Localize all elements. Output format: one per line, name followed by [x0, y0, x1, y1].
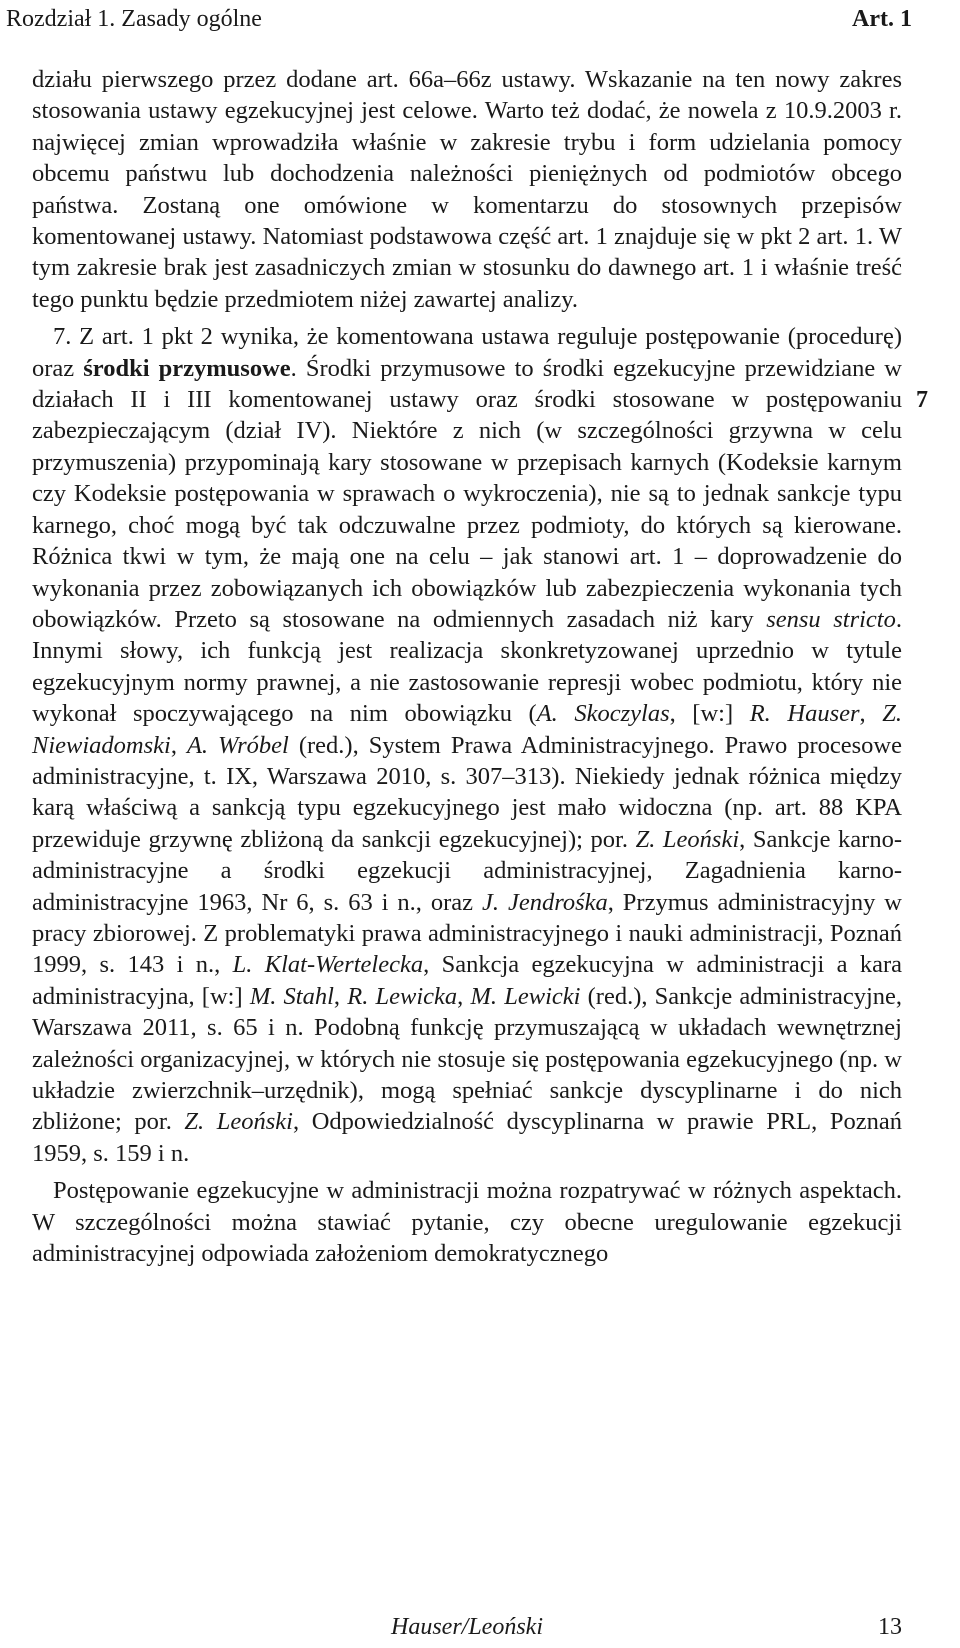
author-name: R. Lewicka [347, 982, 458, 1010]
text-run: , [333, 982, 348, 1010]
text-run: (red.), System Prawa Administracyjnego. Prawo procesowe administracyjne, t. IX, Warszawa 2010, s. 307–313). Niekiedy jednak różnica między karą właściwą a sankcją typu egzekucyjnego jest mało widoczna (np. art. 88 KPA przewiduje grzywnę zbliżoną da sankcji egzekucyjnej); por. [32, 731, 902, 853]
text-run: , [859, 700, 883, 728]
author-name: Z. Leoński [184, 1108, 293, 1136]
body-text [32, 64, 902, 1269]
text-run: (red.), Sankcje administracyjne, Warszawa 2011, s. 65 i n. Podobną funkcję przymuszającą w układach wewnętrznej zależności organizacyjnej, w których nie stosuje się postępowania egzekucyjnego (np. w układzie zwierzchnik–urzędnik), mogą spełniać sankcje dyscyplinarne i do nich zbliżone; por. [32, 982, 903, 1136]
text-run: . Środki przymusowe to środki egzekucyjne przewidziane w działach II i III komentowanej ustawy oraz środki stosowane w postępowaniu zabezpieczającym (dział IV). Niektóre z nich (w szczególności grzywna w celu przymuszenia) przypominają kary stosowane w przepisach karnych (Kodeksie karnym czy Kodeksie postępowania w sprawach o wykroczenia), nie są to jednak sankcje typu karnego, choć mogą być tak odczuwalne przez podmioty, do których są kierowane. Różnica tkwi w tym, że mają one na celu – jak stanowi art. 1 – doprowadzenie do wykonania przez zobowiązanych ich obowiązków lub zabezpieczenia wykonania tych obowiązków. Przeto są stosowane na odmiennych zasadach niż kary [32, 354, 902, 633]
paragraph-next: Postępowanie egzekucyjne w administracji można rozpatrywać w różnych aspektach. W szczególności można stawiać pytanie, czy obecne uregulowanie egzekucji administracyjnej odpowiada założeniom demokratycznego [32, 1177, 902, 1268]
author-name: Z. Leoński [635, 825, 740, 853]
author-name: L. Klat-Wertelecka [232, 951, 424, 979]
author-name: J. Jendrośka [482, 888, 608, 916]
text-run: , [457, 982, 471, 1010]
author-name: A. Skoczylas [536, 700, 670, 728]
author-name: A. Wróbel [186, 731, 289, 759]
paragraph-7 [32, 321, 902, 1169]
text-run: , Przymus administracyjny w pracy zbiorowej. Z problematyki prawa administracyjnego i nauki administracji, Poznań 1999, s. 143 i n., [32, 888, 902, 979]
text-run: 7. Z art. 1 pkt 2 wynika, że komentowana ustawa reguluje postępowanie (procedurę) oraz [32, 323, 902, 382]
author-name: M. Stahl [249, 982, 334, 1010]
text-run: , Odpowiedzialność dyscyplinarna w prawie PRL, Poznań 1959, s. 159 i n. [32, 1108, 902, 1167]
author-name: Z. Niewiadomski [32, 700, 902, 759]
page-number: 13 [878, 1614, 902, 1640]
bold-term: środki przymusowe [83, 354, 291, 382]
text-run: . Innymi słowy, ich funkcją jest realizacja skonkretyzowanej uprzednio w tytule egzekucyjnym normy prawnej, a nie zastosowanie represji wobec podmiotu, który nie wykonał spoczywającego na nim obowiązku ( [32, 605, 902, 728]
text-run: , Sankcja egzekucyjna w administracji a kara administracyjna, [w:] [32, 951, 903, 1010]
italic-term: sensu stricto [766, 605, 896, 633]
margin-number: 7 [916, 387, 928, 413]
paragraph-continuation: działu pierwszego przez dodane art. 66a–66z ustawy. Wskazanie na ten nowy zakres stosowania ustawy egzekucyjnej jest celowe. Warto też dodać, że nowela z 10.9.2003 r. najwięcej zmian wprowadziła właśnie w zakresie trybu i form udzielania pomocy obcemu państwu lub dochodzenia należności pieniężnych od podmiotów obcego państwa. Zostaną one omówione w komentarzu do stosownych przepisów komentowanej ustawy. Natomiast podstawowa część art. 1 znajduje się w pkt 2 art. 1. W tym zakresie brak jest zasadniczych zmian w stosunku do dawnego art. 1 i właśnie treść tego punktu będzie przedmiotem niżej zawartej analizy. [32, 66, 902, 313]
author-name: M. Lewicki [470, 982, 581, 1010]
text-run: , [170, 731, 187, 759]
footer-authors: Hauser/Leoński [391, 1614, 543, 1640]
page-footer [32, 1611, 902, 1643]
article-label: Art. 1 [852, 6, 912, 32]
text-run: , [w:] [669, 700, 750, 728]
chapter-title: Rozdział 1. Zasady ogólne [6, 6, 262, 32]
running-head [6, 2, 912, 36]
text-run: , Sankcje karno-administracyjne a środki egzekucji administracyjnej, Zagadnienia karno-administracyjne 1963, Nr 6, s. 63 i n., oraz [32, 825, 902, 916]
author-name: R. Hauser [749, 700, 860, 728]
